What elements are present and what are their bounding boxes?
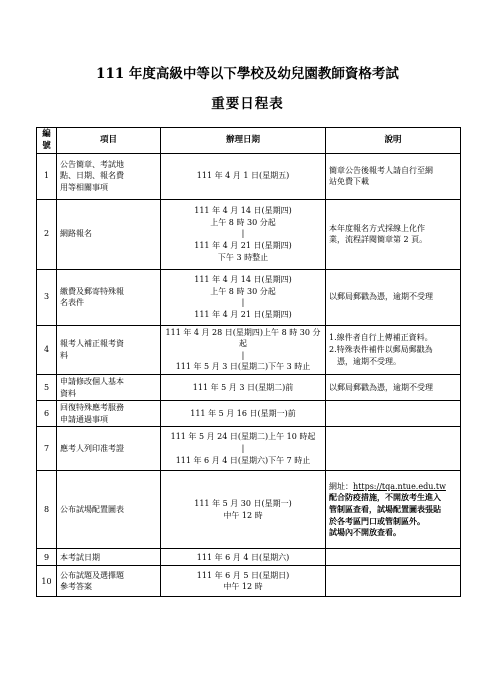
- header-item: 項目: [57, 128, 161, 154]
- date-text: 111 年 6 月 5 日(星期日): [196, 570, 290, 580]
- item-cell: [57, 269, 161, 325]
- date-text: |: [241, 229, 245, 239]
- item-text: 申請通過事項: [60, 414, 108, 424]
- table-row: [37, 471, 461, 549]
- note-text: 以郵局郵戳為憑，逾期不受理: [329, 292, 433, 302]
- table-header-row: [37, 128, 461, 154]
- table-row: [37, 401, 461, 427]
- date-cell: [161, 375, 326, 401]
- note-cell: [326, 427, 461, 471]
- date-cell: [161, 549, 326, 566]
- date-text: 111 年 4 月 21 日(星期四): [194, 240, 292, 250]
- date-cell: [161, 269, 326, 325]
- table-row: [37, 325, 461, 374]
- date-cell: [161, 153, 326, 199]
- date-text: 111 年 4 月 21 日(星期四): [194, 309, 292, 319]
- table-row: [37, 199, 461, 269]
- item-text: 點、日期、報名費: [60, 171, 124, 181]
- table-body: [37, 153, 461, 597]
- table-row: [37, 566, 461, 597]
- row-number: 7: [37, 427, 57, 471]
- date-cell: [161, 325, 326, 374]
- item-cell: [57, 549, 161, 566]
- date-text: 111 年 4 月 28 日(星期四)上午 8 時 30 分起: [165, 327, 321, 349]
- note-url-line: [329, 481, 457, 493]
- note-text: 簡章公告後報考人請自行至網: [329, 165, 433, 175]
- item-text: 資料: [60, 388, 76, 398]
- item-text: 公布試題及選擇題: [60, 570, 124, 580]
- date-text: |: [241, 444, 245, 454]
- header-no: 編號: [37, 128, 57, 154]
- item-text: 申請修改個人基本: [60, 377, 124, 386]
- row-number: 1: [37, 153, 57, 199]
- item-text: 公布試場配置圖表: [60, 505, 124, 515]
- note-cell: [326, 325, 461, 374]
- website-link[interactable]: https://tqa.ntue.edu.tw: [353, 481, 446, 491]
- date-cell: [161, 427, 326, 471]
- note-cell: [326, 471, 461, 549]
- date-text: 上午 8 時 30 分起: [210, 286, 276, 296]
- date-text: 中午 12 時: [223, 582, 263, 592]
- date-text: 111 年 4 月 14 日(星期四): [194, 206, 292, 216]
- date-cell: [161, 199, 326, 269]
- note-text: 1.線件者自行上傳補正資料。: [329, 333, 433, 343]
- date-text: 111 年 5 月 30 日(星期一): [194, 499, 292, 509]
- note-cell: [326, 401, 461, 427]
- note-cell: [326, 269, 461, 325]
- note-text: 業，流程詳閱簡章第 2 頁。: [329, 235, 428, 245]
- date-text: |: [241, 298, 245, 308]
- row-number: 9: [37, 549, 57, 566]
- table-row: [37, 153, 461, 199]
- row-number: 5: [37, 375, 57, 401]
- item-text: 用等相關事項: [60, 182, 108, 192]
- item-cell: [57, 153, 161, 199]
- document-title: 111 年度高級中等以下學校及幼兒園教師資格考試: [96, 66, 399, 82]
- table-row: [37, 269, 461, 325]
- row-number: 8: [37, 471, 57, 549]
- table-row: [37, 427, 461, 471]
- table-row: [37, 549, 461, 566]
- item-cell: [57, 566, 161, 597]
- schedule-table: [36, 127, 461, 597]
- note-cell: [326, 375, 461, 401]
- note-text: 2.特殊表件補件以郵局郵戳為: [329, 345, 433, 355]
- item-text: 網路報名: [60, 229, 92, 239]
- header-note: 說明: [326, 128, 461, 154]
- date-text: 上午 8 時 30 分起: [210, 217, 276, 227]
- date-text: 下午 3 時整止: [217, 252, 269, 262]
- item-text: 繳費及郵寄特殊報: [60, 286, 124, 296]
- note-url-label: 網址：: [329, 481, 353, 491]
- item-text: 公告簡章、考試地: [60, 159, 124, 169]
- item-text: 本考試日期: [60, 552, 100, 562]
- item-cell: [57, 325, 161, 374]
- note-cell: [326, 199, 461, 269]
- header-date: 辦理日期: [161, 128, 326, 154]
- date-cell: [161, 401, 326, 427]
- row-number: 2: [37, 199, 57, 269]
- note-text: 站免費下載: [329, 177, 369, 187]
- document-subtitle: 重要日程表: [211, 96, 284, 112]
- row-number: 3: [37, 269, 57, 325]
- date-text: 111 年 6 月 4 日(星期六)下午 7 時止: [175, 455, 311, 465]
- item-text: 名表件: [60, 298, 84, 308]
- item-cell: [57, 427, 161, 471]
- row-number: 6: [37, 401, 57, 427]
- item-text: 參考答案: [60, 582, 92, 592]
- note-text: 試場內不開放查看。: [329, 527, 401, 538]
- note-text: 管制區查看，試場配置圖表張貼: [329, 504, 441, 515]
- row-number: 4: [37, 325, 57, 374]
- date-text: 111 年 5 月 3 日(星期二)下午 3 時止: [175, 362, 311, 372]
- item-cell: [57, 471, 161, 549]
- item-text: 料: [60, 350, 68, 360]
- date-text: 111 年 4 月 14 日(星期四): [194, 274, 292, 284]
- item-cell: [57, 375, 161, 401]
- row-number: 10: [37, 566, 57, 597]
- date-text: 111 年 5 月 16 日(星期一)前: [190, 408, 296, 418]
- date-text: |: [241, 350, 245, 360]
- item-text: 回復特殊應考服務: [60, 403, 124, 413]
- note-text: 配合防疫措施，不開放考生進入: [329, 492, 441, 503]
- note-text: 以郵局郵戳為憑，逾期不受理: [329, 382, 433, 392]
- note-cell: [326, 549, 461, 566]
- date-cell: [161, 566, 326, 597]
- date-text: 111 年 6 月 4 日(星期六): [196, 552, 290, 562]
- table-row: [37, 375, 461, 401]
- note-text: 本年度報名方式採線上化作: [329, 223, 425, 233]
- date-text: 111 年 4 月 1 日(星期五): [196, 171, 290, 181]
- date-text: 111 年 5 月 3 日(星期二)前: [192, 382, 294, 392]
- note-text: 於各考區門口或管制區外。: [329, 515, 425, 526]
- item-cell: [57, 401, 161, 427]
- item-cell: [57, 199, 161, 269]
- date-text: 中午 12 時: [223, 510, 263, 520]
- item-text: 應考人列印准考證: [60, 444, 124, 454]
- note-text: 憑，逾期不受理。: [337, 356, 401, 366]
- item-text: 報考人補正報考資: [60, 339, 124, 349]
- note-cell: [326, 153, 461, 199]
- note-cell: [326, 566, 461, 597]
- date-text: 111 年 5 月 24 日(星期二)上午 10 時起: [170, 432, 316, 442]
- date-cell: [161, 471, 326, 549]
